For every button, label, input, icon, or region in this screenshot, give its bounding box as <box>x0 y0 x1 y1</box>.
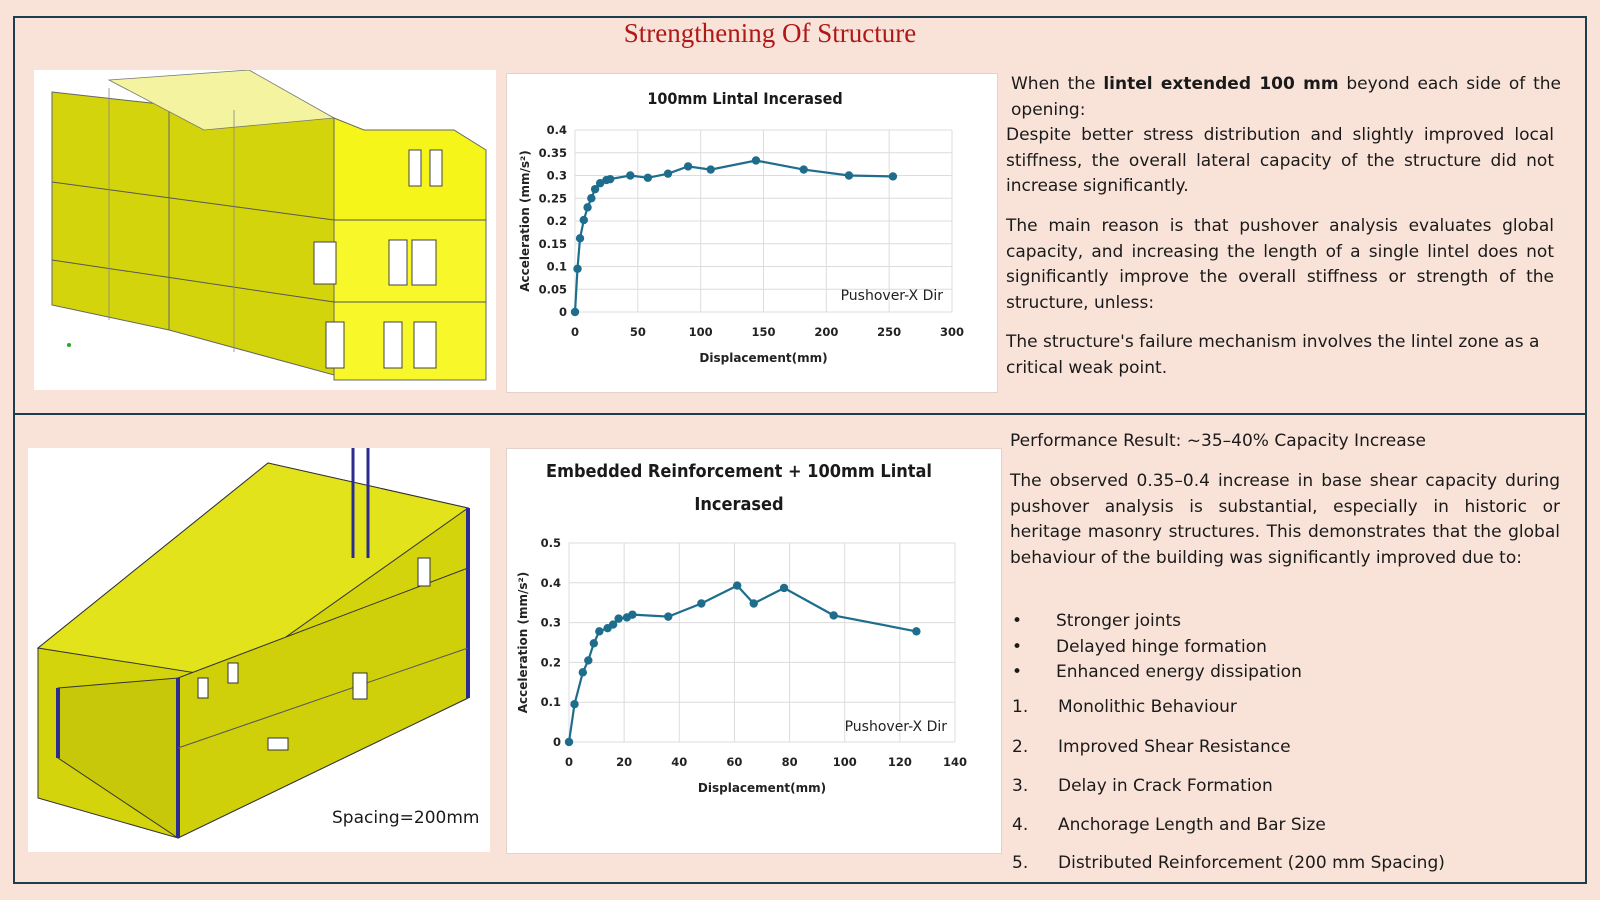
numbered-item <box>1012 697 1572 721</box>
chart-title: Incerased <box>694 494 784 515</box>
section-divider <box>13 413 1587 415</box>
item-label: Monolithic Behaviour <box>1058 697 1237 717</box>
data-point <box>912 627 920 635</box>
building-model-top <box>34 70 496 390</box>
chart-reinforcement <box>506 448 1002 854</box>
y-tick-label: 0.2 <box>540 655 561 670</box>
data-point <box>570 700 578 708</box>
bullet-label: Enhanced energy dissipation <box>1056 662 1302 682</box>
data-point <box>626 171 634 179</box>
numbered-item <box>1012 737 1572 761</box>
y-tick-label: 0 <box>552 735 561 749</box>
intro-text-bold: lintel extended 100 mm <box>1103 74 1339 94</box>
item-number: 3. <box>1012 776 1029 796</box>
data-point <box>750 599 758 607</box>
y-tick-label: 0.1 <box>546 259 567 274</box>
y-tick-label: 0.15 <box>538 236 567 251</box>
data-point <box>606 175 614 183</box>
x-axis-label: Displacement(mm) <box>699 351 828 365</box>
data-point <box>889 172 897 180</box>
bullet-marker: • <box>1012 662 1023 682</box>
data-point <box>614 614 622 622</box>
x-tick-label: 20 <box>616 755 633 769</box>
data-point <box>628 610 636 618</box>
data-point <box>752 156 760 164</box>
numbered-item <box>1012 776 1572 800</box>
intro-text-1: When the <box>1011 74 1104 94</box>
y-axis-label: Acceleration (mm/s²) <box>518 150 532 292</box>
x-tick-label: 300 <box>939 325 965 339</box>
y-tick-label: 0.3 <box>546 168 567 183</box>
data-point <box>845 171 853 179</box>
item-label: Distributed Reinforcement (200 mm Spacing) <box>1058 853 1445 873</box>
x-tick-label: 80 <box>781 755 798 769</box>
top-intro <box>1011 72 1561 123</box>
data-point <box>664 612 672 620</box>
y-tick-label: 0 <box>558 305 567 319</box>
numbered-item <box>1012 815 1572 839</box>
x-tick-label: 140 <box>942 755 968 769</box>
chart-title: 100mm Lintal Incerased <box>647 89 843 108</box>
data-point <box>576 234 584 242</box>
top-paragraph-1: Despite better stress distribution and slightly improved local stiffness, the overall lateral capacity of the structure did not increase significantly. <box>1006 125 1554 196</box>
x-tick-label: 200 <box>814 325 839 339</box>
x-tick-label: 250 <box>877 325 902 339</box>
chart-annotation: Pushover-X Dir <box>844 719 947 735</box>
item-number: 1. <box>1012 697 1029 717</box>
chart-lintel <box>506 73 998 393</box>
top-paragraph-2: The main reason is that pushover analysis evaluates global capacity, and increasing the length of a single lintel does not significantly improve the overall stiffness or strength of the structure, unless: <box>1006 216 1554 313</box>
bullet-label: Stronger joints <box>1056 611 1182 631</box>
y-tick-label: 0.05 <box>538 282 567 297</box>
x-tick-label: 120 <box>887 755 912 769</box>
spacing-label: Spacing=200mm <box>332 808 480 828</box>
x-tick-label: 150 <box>751 325 776 339</box>
x-tick-label: 100 <box>832 755 857 769</box>
y-tick-label: 0.2 <box>546 214 567 228</box>
numbered-item <box>1012 853 1572 877</box>
x-tick-label: 100 <box>688 325 713 339</box>
y-tick-label: 0.4 <box>540 575 561 590</box>
y-tick-label: 0.4 <box>546 123 567 137</box>
data-point <box>707 165 715 173</box>
building-model-bottom <box>28 448 490 852</box>
bottom-paragraph: The observed 0.35–0.4 increase in base shear capacity during pushover analysis is substantial, especially in historic or heritage masonry structures. This demonstrates that the global behaviour of the building was significantly improved due to: <box>1010 471 1560 568</box>
y-tick-label: 0.3 <box>540 615 561 630</box>
bullet-label: Delayed hinge formation <box>1056 636 1267 657</box>
item-label: Delay in Crack Formation <box>1058 776 1273 796</box>
data-point <box>584 656 592 664</box>
x-tick-label: 40 <box>671 755 688 769</box>
data-point <box>664 169 672 177</box>
data-point <box>780 584 788 592</box>
chart-annotation: Pushover-X Dir <box>840 288 943 304</box>
data-point <box>571 308 579 316</box>
x-tick-label: 50 <box>629 325 646 339</box>
x-tick-label: 0 <box>564 755 574 769</box>
data-point <box>595 627 603 635</box>
data-point <box>684 162 692 170</box>
item-number: 2. <box>1012 737 1029 757</box>
bullet-marker: • <box>1012 611 1023 631</box>
data-point <box>697 599 705 607</box>
data-point <box>573 265 581 273</box>
y-tick-label: 0.1 <box>540 695 561 710</box>
data-point <box>590 639 598 647</box>
data-point <box>579 668 587 676</box>
chart-title: Embedded Reinforcement + 100mm Lintal <box>546 461 932 482</box>
bullet-marker: • <box>1012 636 1023 657</box>
performance-result: Performance Result: ~35–40% Capacity Increase <box>1010 431 1426 451</box>
data-point <box>583 203 591 211</box>
bullet-item <box>1012 637 1532 661</box>
item-number: 4. <box>1012 815 1029 835</box>
item-label: Anchorage Length and Bar Size <box>1058 815 1326 835</box>
item-label: Improved Shear Resistance <box>1058 737 1291 757</box>
x-axis-label: Displacement(mm) <box>697 781 827 795</box>
bullet-item <box>1012 662 1532 686</box>
data-point <box>587 194 595 202</box>
data-point <box>800 165 808 173</box>
x-tick-label: 60 <box>726 755 743 769</box>
data-point <box>580 216 588 224</box>
x-tick-label: 0 <box>570 325 580 339</box>
data-point <box>644 174 652 182</box>
page-title: Strengthening Of Structure <box>623 18 917 48</box>
data-point <box>565 738 573 746</box>
y-axis-label: Acceleration (mm/s²) <box>516 571 530 714</box>
y-tick-label: 0.25 <box>538 191 567 206</box>
y-tick-label: 0.35 <box>538 145 567 160</box>
intro-text-2: beyond each side of the opening: <box>1011 74 1561 120</box>
y-tick-label: 0.5 <box>540 536 561 550</box>
data-point <box>829 611 837 619</box>
top-paragraph-3: The structure's failure mechanism involves the lintel zone as a critical weak point. <box>1006 332 1540 378</box>
item-number: 5. <box>1012 853 1029 873</box>
bullet-item <box>1012 611 1532 635</box>
data-point <box>733 581 741 589</box>
